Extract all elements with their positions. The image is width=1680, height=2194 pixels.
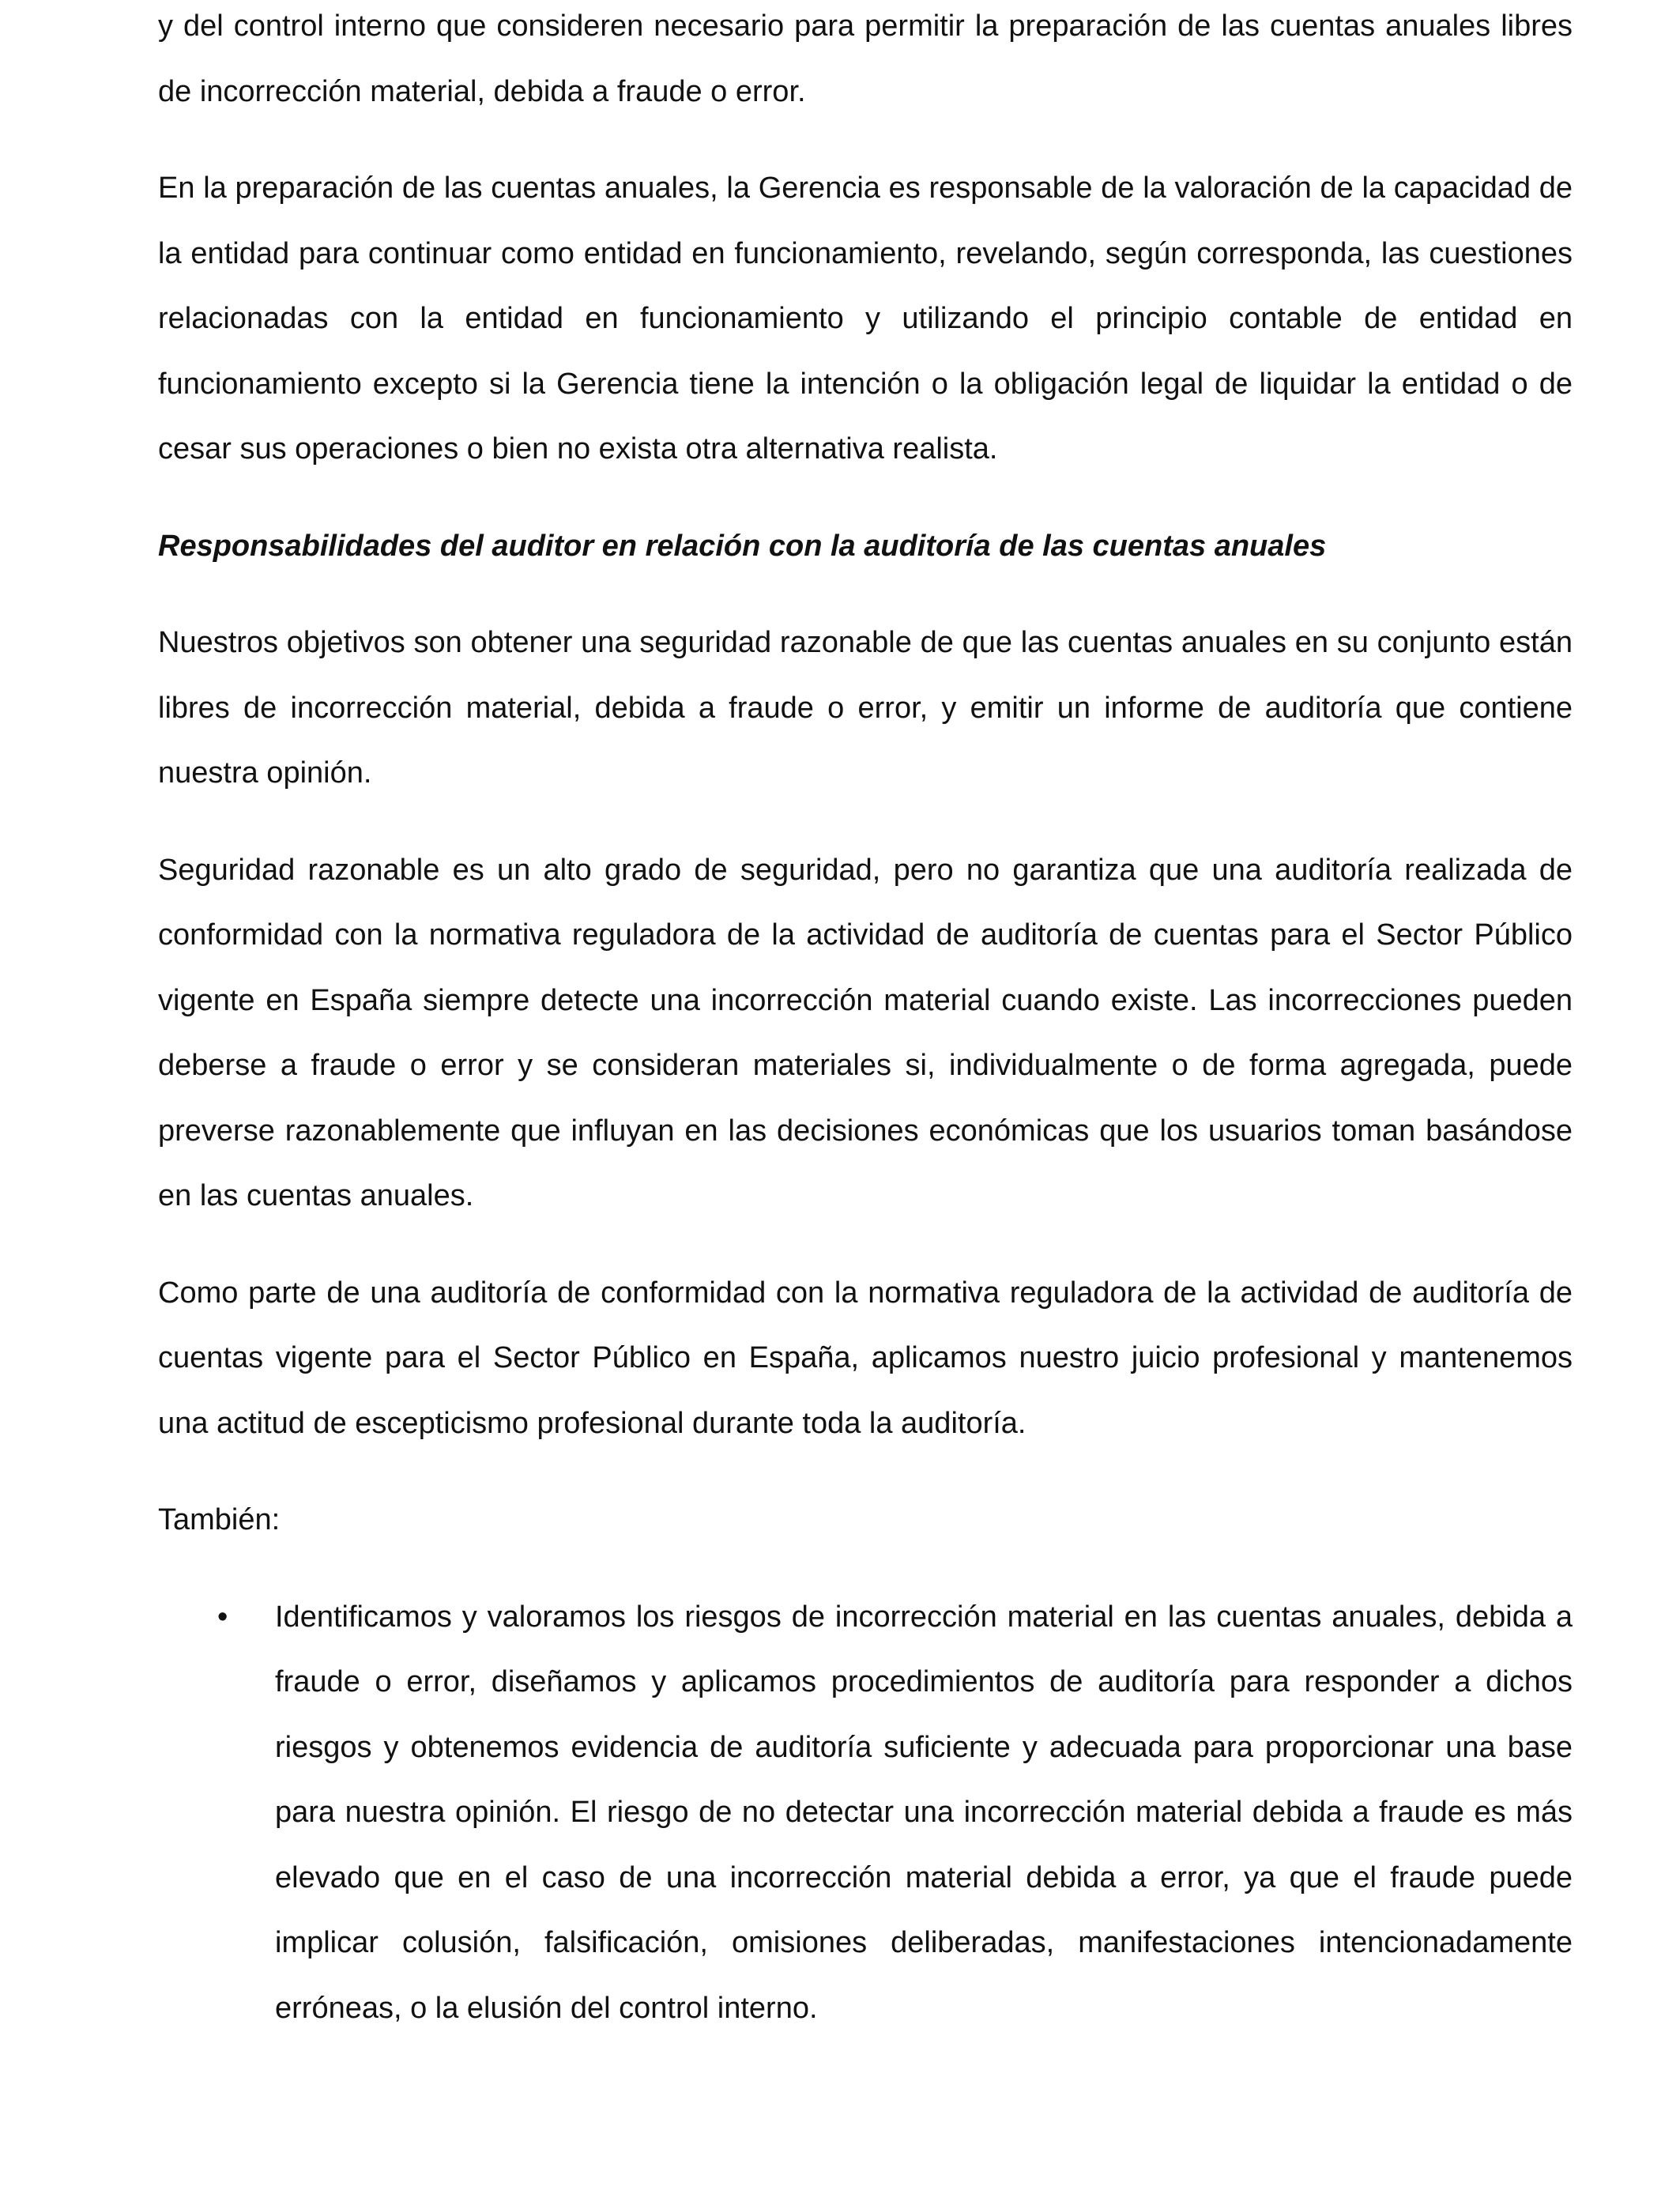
paragraph-objectives: Nuestros objetivos son obtener una seguridad razonable de que las cuentas anuales en su conjunto están libres de incorrección material, debida a fraude o error, y emitir un informe de auditoría que contiene nuestra opinión. (158, 626, 1573, 790)
bullet-list (158, 1585, 1573, 2041)
list-item (158, 1585, 1573, 2041)
bullet-text-risk-assessment: Identificamos y valoramos los riesgos de incorrección material en las cuentas anuales, debida a fraude o error, diseñamos y aplicamos procedimientos de auditoría para responder a dichos riesgos y obtenemos evidencia de auditoría suficiente y adecuada para proporcionar una base para nuestra opinión. El riesgo de no detectar una incorrección material debida a fraude es más elevado que en el caso de una incorrección material debida a error, ya que el fraude puede implicar colusión, falsificación, omisiones deliberadas, manifestaciones intencionadamente erróneas, o la elusión del control interno. (275, 1600, 1573, 2025)
paragraph-professional-judgment: Como parte de una auditoría de conformidad con la normativa reguladora de la actividad de auditoría de cuentas vigente para el Sector Público en España, aplicamos nuestro juicio profesional y mantenemos una actitud de escepticismo profesional durante toda la auditoría. (158, 1276, 1573, 1440)
paragraph-management-responsibility: En la preparación de las cuentas anuales, la Gerencia es responsable de la valoración de la capacidad de la entidad para continuar como entidad en funcionamiento, revelando, según corresponda, las cuestiones relacionadas con la entidad en funcionamiento y utilizando el principio contable de entidad en funcionamiento excepto si la Gerencia tiene la intención o la obligación legal de liquidar la entidad o de cesar sus operaciones o bien no exista otra alternativa realista. (158, 172, 1573, 466)
paragraph-also: También: (158, 1503, 281, 1536)
bullet-icon: • (217, 1600, 228, 1634)
section-heading-auditor-responsibilities: Responsabilidades del auditor en relación con la auditoría de las cuentas anuales (158, 529, 1327, 563)
paragraph-reasonable-assurance: Seguridad razonable es un alto grado de seguridad, pero no garantiza que una auditoría realizada de conformidad con la normativa reguladora de la actividad de auditoría de cuentas para el Sector Público vigente en España siempre detecte una incorrección material cuando existe. Las incorrecciones pueden deberse a fraude o error y se consideran materiales si, individualmente o de forma agregada, puede preverse razonablemente que influyan en las decisiones económicas que los usuarios toman basándose en las cuentas anuales. (158, 853, 1573, 1212)
document-body (158, 0, 1573, 2041)
paragraph-internal-control: y del control interno que consideren necesario para permitir la preparación de las cuentas anuales libres de incorrección material, debida a fraude o error. (158, 9, 1573, 108)
